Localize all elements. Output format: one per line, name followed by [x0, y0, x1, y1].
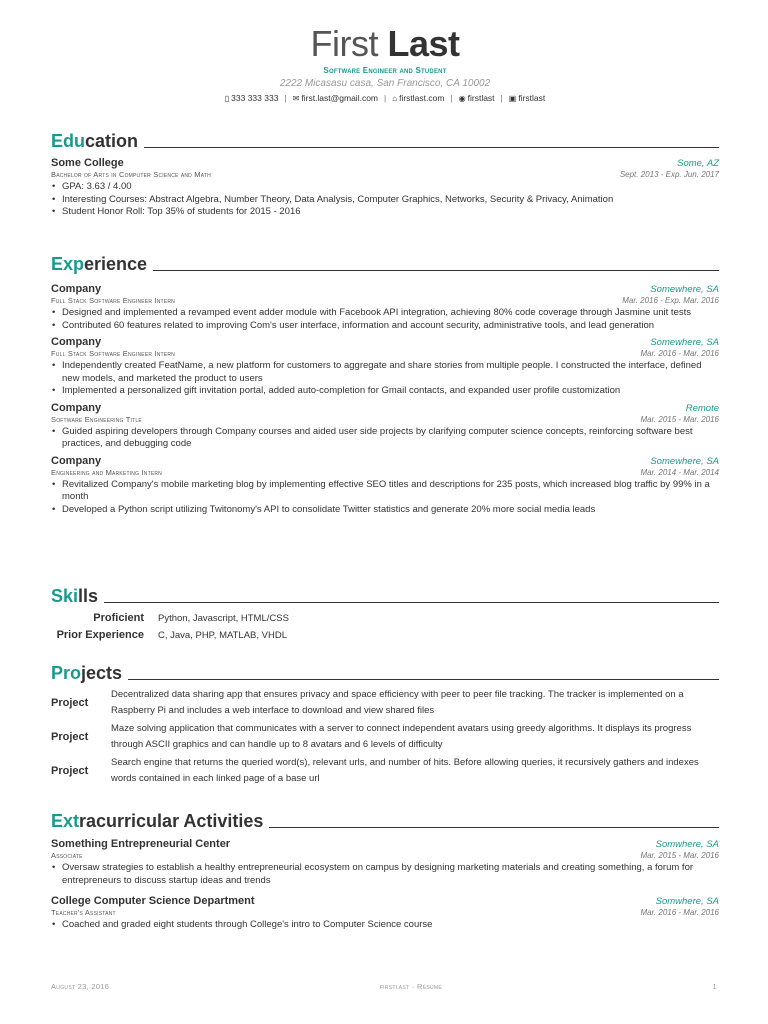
contact-item[interactable]: [392, 93, 444, 103]
resume-name: [51, 24, 719, 64]
entry-position: Bachelor of Arts in Computer Science and Math: [51, 170, 211, 179]
entry-position: Full Stack Software Engineer Intern: [51, 296, 175, 305]
project-row: [51, 687, 719, 719]
skill-type: Prior Experience: [56, 629, 144, 641]
entry: [51, 283, 719, 332]
entry-position: Full Stack Software Engineer Intern: [51, 349, 175, 358]
contact-item[interactable]: [509, 93, 545, 103]
section-title: [51, 662, 719, 684]
entry-header: [51, 402, 719, 414]
section-title-accent: Ski: [51, 586, 79, 606]
footer-page-number: 1: [712, 982, 717, 991]
last-name: Last: [387, 23, 460, 64]
entry-subheader: [51, 468, 719, 477]
home-icon: ⌂: [392, 94, 398, 103]
section-rule: [144, 147, 719, 148]
skill-row: [51, 629, 719, 643]
entry-position: Teacher's Assistant: [51, 908, 116, 917]
entry-bullets: [51, 919, 719, 932]
skill-set: Python, Javascript, HTML/CSS: [158, 613, 289, 624]
entry-header: [51, 283, 719, 295]
project-description: Decentralized data sharing app that ensures privacy and space efficiency with peer to peer file tracking. The tracker is implemented on a Raspberry Pi and includes a web interface to download and view shared files: [111, 689, 684, 716]
entry-title: Company: [51, 283, 102, 295]
entry-header: [51, 895, 719, 907]
entry-date: Mar. 2016 - Exp. Mar. 2016: [622, 296, 719, 305]
entry-date: Mar. 2015 - Mar. 2016: [640, 414, 719, 424]
entry-subheader: [51, 908, 719, 917]
entry-position: Associate: [51, 851, 83, 860]
section-rule: [153, 270, 719, 271]
entry: [51, 455, 719, 517]
envelope-icon: ✉: [292, 94, 300, 103]
bullet-item: • Designed and implemented a revamped event adder module with Facebook API integration, achieving 80% code coverage through Jasmine unit tests: [51, 307, 719, 320]
contact-item[interactable]: [293, 93, 378, 103]
position-subtitle: Software Engineer and Student: [323, 66, 447, 75]
entry: [51, 895, 719, 932]
entry: [51, 336, 719, 398]
contact-text[interactable]: 333 333 333: [231, 93, 279, 103]
bullet-item: • Developed a Python script utilizing Twitonomy's API to consolidate Twitter statistics and generate 20% more social media leads: [51, 504, 719, 517]
entry-bullets: [51, 479, 719, 517]
bullet-item: • Independently created FeatName, a new platform for customers to aggregate and share stories from multiple people. I constructed the interface, defined new models, and marketed the product to users: [51, 360, 719, 385]
entry-date: Mar. 2014 - Mar. 2014: [640, 467, 719, 477]
section-title-accent: Pro: [51, 663, 82, 683]
section-title-rest: jects: [81, 663, 123, 683]
section-title: [51, 253, 719, 275]
entry-header: [51, 336, 719, 348]
section-rule: [104, 602, 719, 603]
entry: [51, 157, 719, 219]
skill-type: Proficient: [93, 612, 144, 624]
entry-date: Mar. 2016 - Mar. 2016: [640, 349, 719, 358]
entry-position: Engineering and Marketing Intern: [51, 467, 162, 477]
contact-text[interactable]: firstlast: [518, 93, 546, 103]
entry-title: Company: [51, 336, 102, 348]
entry-title: Something Entrepreneurial Center: [51, 838, 231, 850]
project-description: Search engine that returns the queried word(s), relevant urls, and number of hits. Before allowing queries, it recursively gathers and indexes words contained in each linked page of a base url: [111, 757, 699, 784]
bullet-item: • Oversaw strategies to establish a healthy entrepreneurial ecosystem on campus by designing marketing materials and creating something, a forum for entrepreneurs to discuss startup ideas and trends: [51, 862, 719, 887]
entry-title: College Computer Science Department: [51, 895, 255, 907]
experience-section: [51, 253, 719, 516]
contact-text[interactable]: first.last@gmail.com: [301, 93, 379, 103]
entry-bullets: [51, 862, 719, 887]
entry-location: Somewhere, SA: [650, 455, 719, 467]
contact-text[interactable]: firstlast.com: [399, 93, 445, 103]
entry-header: [51, 455, 719, 467]
contact-separator: |: [450, 93, 453, 103]
bullet-item: • Contributed 60 features related to improving Com's user interface, information and account security, administrative tools, and lead generation: [51, 320, 719, 333]
entry-bullets: [51, 360, 719, 398]
entry-location: Somwhere, SA: [655, 839, 719, 850]
entry: [51, 402, 719, 451]
contact-separator: |: [500, 93, 503, 103]
entry-subheader: [51, 296, 719, 305]
entry-location: Some, AZ: [677, 158, 719, 169]
bullet-item: • Implemented a personalized gift invitation portal, added auto-completion for Gmail contacts, and expanded user profile customization: [51, 385, 719, 398]
section-title-accent: Ext: [51, 811, 80, 831]
contact-separator: |: [384, 93, 387, 103]
bullet-item: • Coached and graded eight students through College's intro to Computer Science course: [51, 919, 719, 932]
footer-name: firstlast: [379, 982, 410, 991]
bullet-item: • Guided aspiring developers through Company courses and aided user side projects by clarifying computer science concepts, reinforcing software best practices, and debugging code: [51, 426, 719, 451]
project-row: [51, 755, 719, 787]
section-title-accent: Edu: [51, 131, 85, 151]
entry: [51, 838, 719, 887]
contact-bar: [51, 93, 719, 103]
footer-center: [380, 982, 442, 991]
footer-dot: ·: [411, 982, 415, 991]
section-title-rest: racurricular Activities: [79, 811, 264, 831]
linkedin-icon: ▣: [508, 94, 517, 103]
entry-subheader: [51, 851, 719, 860]
project-name: Project: [51, 731, 89, 743]
bullet-item: • Interesting Courses: Abstract Algebra, Number Theory, Data Analysis, Computer Graphics, Networks, Security & Privacy, Animation: [51, 194, 719, 207]
entry-location: Somewhere, SA: [650, 284, 719, 295]
bullet-item: • GPA: 3.63 / 4.00: [51, 181, 719, 194]
contact-separator: |: [284, 93, 287, 103]
entry-date: Mar. 2016 - Mar. 2016: [640, 908, 719, 917]
entry-subheader: [51, 415, 719, 424]
bullet-item: • Student Honor Roll: Top 35% of students for 2015 - 2016: [51, 206, 719, 219]
entry-title: Company: [51, 454, 102, 467]
entry-header: [51, 157, 719, 169]
footer-doc: Résumé: [417, 982, 443, 991]
entry-title: Some College: [51, 157, 124, 169]
address: 2222 Micasasu casa, San Francisco, CA 10002: [279, 78, 491, 89]
entry-date: Sept. 2013 - Exp. Jun. 2017: [619, 170, 719, 179]
section-title-accent: Exp: [51, 254, 85, 274]
contact-item[interactable]: [225, 93, 279, 103]
project-name: Project: [51, 697, 89, 709]
contact-item[interactable]: [459, 93, 495, 103]
github-icon: ◉: [458, 94, 466, 103]
section-title-rest: lls: [78, 586, 99, 606]
mobile-phone-icon: ▯: [224, 94, 230, 103]
entry-title: Company: [51, 401, 102, 414]
section-title: [51, 585, 719, 607]
first-name: First: [310, 23, 378, 64]
section-title-rest: cation: [85, 131, 139, 151]
section-rule: [269, 827, 719, 828]
entry-bullets: [51, 307, 719, 332]
entry-bullets: [51, 181, 719, 219]
skill-row: [51, 612, 719, 626]
footer-date: August 23, 2016: [51, 982, 110, 991]
project-row: [51, 721, 719, 753]
entry-subheader: [51, 349, 719, 358]
entry-date: Mar. 2015 - Mar. 2016: [640, 851, 719, 860]
entry-location: Remote: [685, 402, 719, 414]
entry-location: Somwhere, SA: [655, 896, 719, 907]
skill-set: C, Java, PHP, MATLAB, VHDL: [158, 630, 287, 641]
entry-location: Somewhere, SA: [650, 337, 719, 348]
entry-subheader: [51, 170, 719, 179]
skills-section: [51, 585, 719, 643]
bullet-item: • Revitalized Company's mobile marketing blog by implementing effective SEO titles and descriptions for 235 posts, which increased blog traffic by 99% in a month: [51, 479, 719, 504]
entry-bullets: [51, 426, 719, 451]
entry-position: Software Engineering Title: [51, 414, 142, 424]
section-title-rest: erience: [84, 254, 148, 274]
page-footer: [51, 982, 717, 991]
extracurricular-section: [51, 810, 719, 932]
project-name: Project: [51, 765, 89, 777]
project-description: Maze solving application that communicates with a server to connect independent avatars using greedy algorithms. It displays its progress through ASCII graphics and can handle up to 8 avatars and 6 levels of difficulty: [111, 723, 692, 750]
projects-section: [51, 662, 719, 787]
section-rule: [128, 679, 719, 680]
contact-text[interactable]: firstlast: [467, 93, 495, 103]
entry-header: [51, 838, 719, 850]
section-title: [51, 810, 719, 832]
resume-page: [51, 24, 719, 103]
section-title: [51, 130, 719, 152]
education-section: [51, 130, 719, 219]
